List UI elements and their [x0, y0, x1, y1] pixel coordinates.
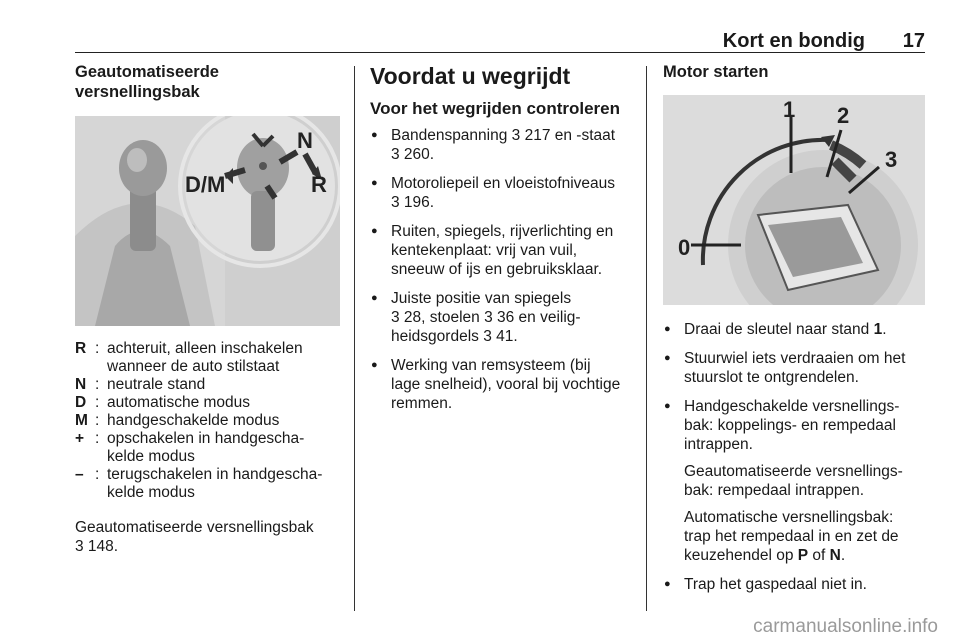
label-pos1: 1: [783, 97, 796, 122]
legend-text: neutrale stand: [107, 376, 206, 393]
steps-list: [663, 320, 925, 594]
column-divider-2: [646, 66, 647, 611]
legend-text: handgeschakelde modus: [107, 412, 280, 429]
column-2: [370, 62, 635, 423]
legend-key: M: [75, 412, 88, 429]
legend-row-m: M : handgeschakelde modus: [75, 412, 340, 430]
legend-row-plus: + : opschakelen in handgescha- kelde modus: [75, 430, 305, 465]
before-driving-title: Voordat u wegrijdt: [370, 63, 571, 89]
label-pos2: 2: [837, 103, 850, 128]
legend-row-r: R : achteruit, alleen inschakelen wanneer de auto stilstaat: [75, 340, 303, 375]
legend-row-n: N : neutrale stand: [75, 376, 340, 394]
list-item: ● Draai de sleutel naar stand 1.: [663, 320, 925, 339]
column-3: [663, 62, 925, 82]
page-header: [75, 30, 925, 53]
list-item: ● Stuurwiel iets verdraaien om het stuurslot te ontgrendelen.: [663, 349, 925, 387]
gear-legend: [75, 340, 340, 556]
label-pos3: 3: [885, 147, 898, 172]
gear-shifter-illustration: [75, 116, 340, 326]
legend-text: wanneer de auto stilstaat: [107, 358, 280, 375]
legend-row-d: D : automatische modus: [75, 394, 340, 412]
label-pos0: 0: [678, 235, 691, 260]
legend-key: +: [75, 430, 85, 447]
engine-start-steps: [663, 320, 925, 604]
legend-key: –: [75, 466, 84, 483]
legend-text: kelde modus: [107, 448, 195, 465]
watermark: carmanualsonline.info: [753, 616, 938, 637]
gearbox-heading-line1: Geautomatiseerde: [75, 63, 219, 81]
column-1: [75, 62, 340, 102]
legend-text: terugschakelen in handgescha-: [107, 466, 323, 483]
gearbox-heading-line2: versnellingsbak: [75, 83, 200, 101]
list-item: ● Ruiten, spiegels, rijverlichting en kentekenplaat: vrij van vuil, sneeuw of ijs en gebruiksklaar.: [370, 222, 635, 279]
legend-key: N: [75, 376, 87, 393]
label-r: R: [311, 172, 327, 197]
list-item: ● Bandenspanning 3 217 en -staat 3 260.: [370, 126, 635, 164]
checks-list: [370, 126, 635, 413]
legend-text: automatische modus: [107, 394, 251, 411]
section-title: Kort en bondig: [722, 30, 865, 52]
list-item: ● Werking van remsysteem (bij lage snelheid), vooral bij vochtige remmen.: [370, 356, 635, 413]
label-dm: D/M: [185, 172, 226, 197]
legend-text: kelde modus: [107, 484, 195, 501]
legend-key: D: [75, 394, 87, 411]
legend-row-minus: – : terugschakelen in handgescha- kelde modus: [75, 466, 323, 501]
checks-subtitle: Voor het wegrijden controleren: [370, 99, 620, 118]
gearbox-note-line2: 3 148.: [75, 538, 119, 555]
gearbox-note-line1: Geautomatiseerde versnellingsbak: [75, 519, 314, 536]
legend-text: opschakelen in handgescha-: [107, 430, 305, 447]
list-item: ● Trap het gaspedaal niet in.: [663, 575, 925, 594]
engine-start-title: Motor starten: [663, 63, 769, 81]
list-item: ● Handgeschakelde versnellings- bak: koppelings- en rempedaal intrappen. Geautomatiseerde versnellings- bak: rempedaal intrappen. Automatische versnellingsbak: trap het rempedaal in en zet de keuzehendel op P of N.: [663, 397, 925, 565]
list-item: ● Juiste positie van spiegels 3 28, stoelen 3 36 en veilig- heidsgordels 3 41.: [370, 289, 635, 346]
legend-key: R: [75, 340, 87, 357]
legend-text: achteruit, alleen inschakelen: [107, 340, 303, 357]
label-n: N: [297, 128, 313, 153]
column-divider-1: [354, 66, 355, 611]
gear-shifter-figure: [75, 116, 340, 326]
ignition-illustration: [663, 95, 925, 305]
ignition-figure: [663, 95, 925, 305]
list-item: ● Motoroliepeil en vloeistofniveaus 3 196.: [370, 174, 635, 212]
page-number: 17: [902, 30, 925, 52]
